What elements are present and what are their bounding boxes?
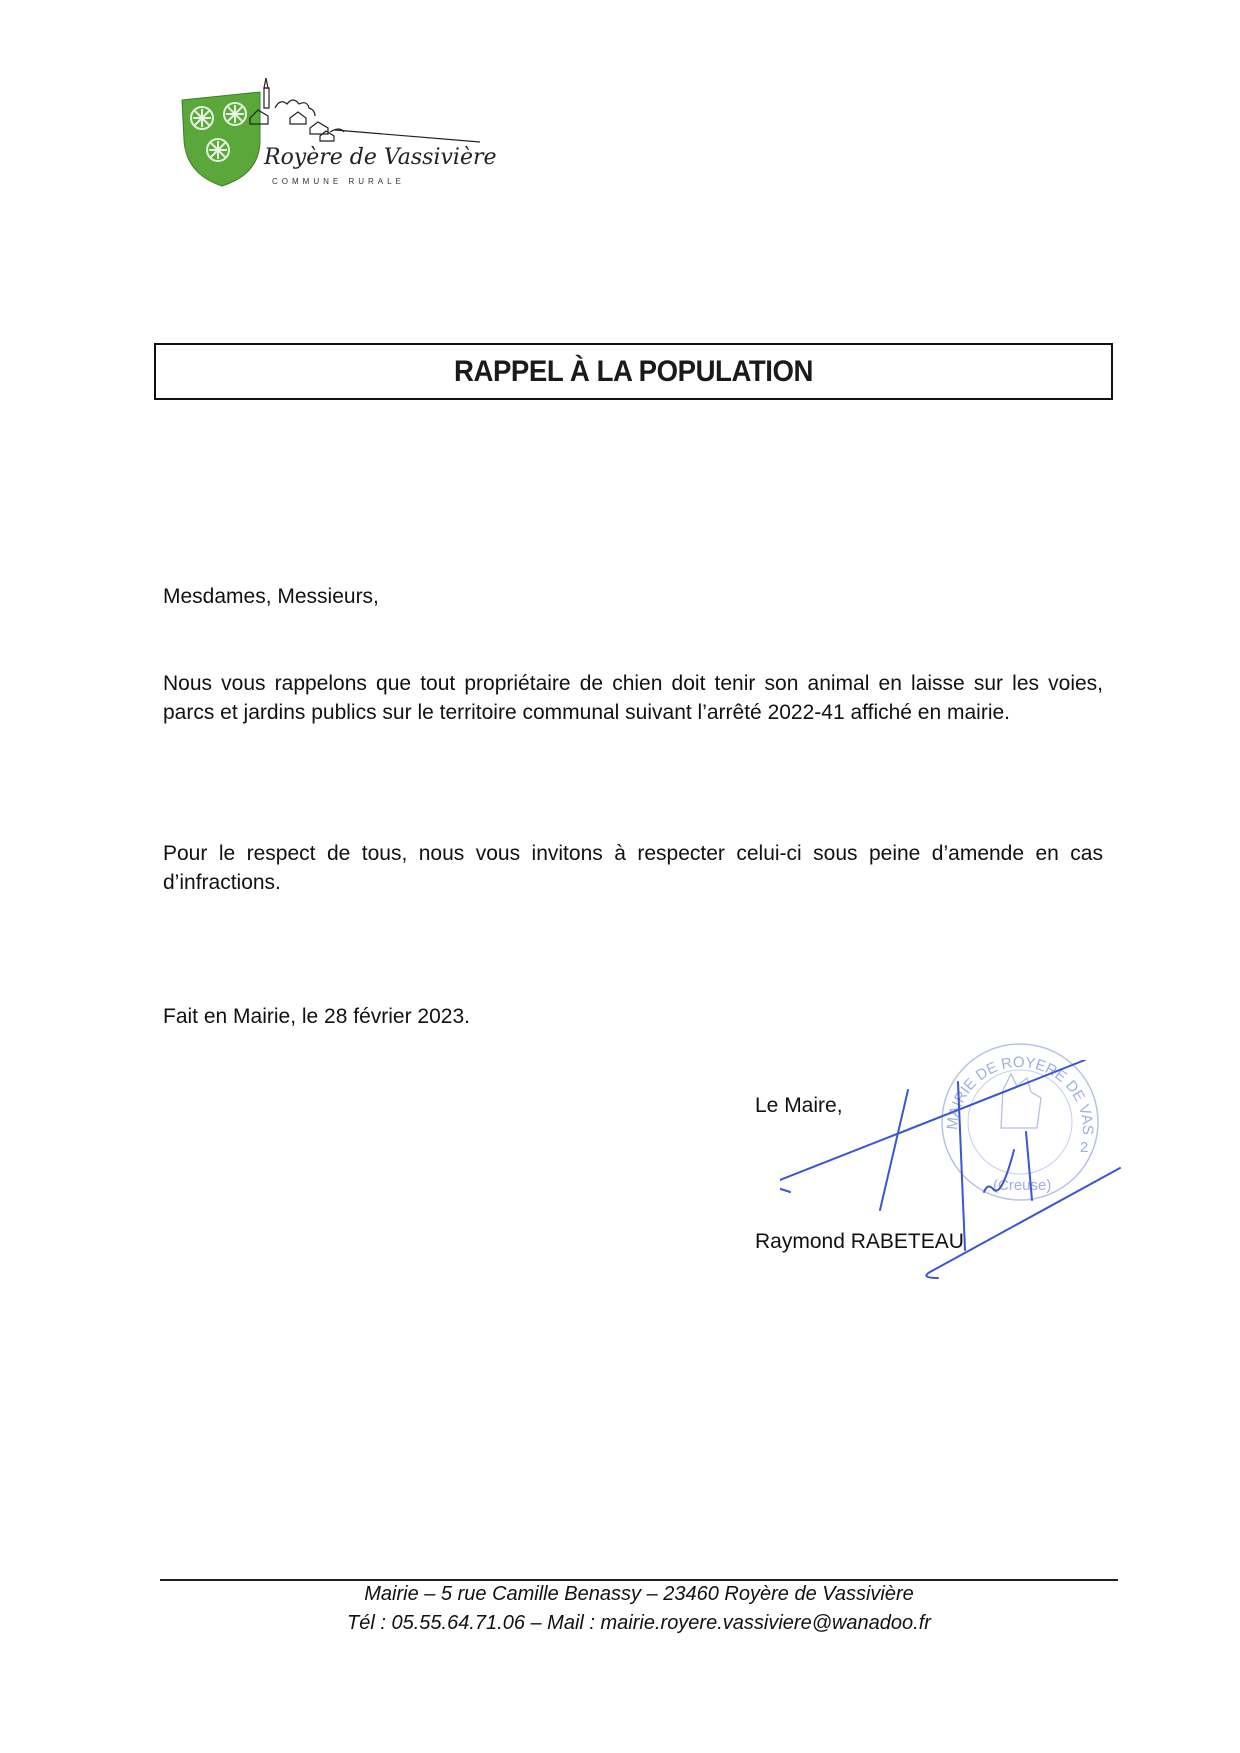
stamp-number: 2: [1080, 1139, 1089, 1156]
paragraph-respect: Pour le respect de tous, nous vous invitons à respecter celui-ci sous peine d’amende en cas d’infractions.: [163, 842, 1103, 894]
mayor-name: Raymond RABETEAU: [755, 1230, 964, 1253]
handwritten-signature: [780, 1060, 1130, 1310]
stamp-text-bottom: (Creuse): [993, 1177, 1052, 1194]
paragraph-leash-rule: Nous vous rappelons que tout propriétaire de chien doit tenir son animal en laisse sur les voies, parcs et jardins publics sur le territoire communal suivant l’arrêté 2022-41 affiché en mairie.: [163, 672, 1103, 724]
footer-divider: [160, 1579, 1118, 1581]
page-title: RAPPEL À LA POPULATION: [454, 355, 813, 388]
mayor-title: Le Maire,: [755, 1094, 843, 1117]
commune-logo: [180, 78, 510, 190]
salutation: Mesdames, Messieurs,: [163, 585, 379, 608]
stamp-text-top: MAIRIE DE ROYERE DE VAS: [943, 1053, 1097, 1135]
coat-of-arms-shield-icon: [182, 92, 260, 186]
village-sketch-icon: [250, 78, 480, 142]
logo-subtitle: COMMUNE RURALE: [272, 177, 405, 186]
logo-wordmark: Royère de Vassivière: [264, 145, 497, 170]
footer-address: Mairie – 5 rue Camille Benassy – 23460 Royère de Vassivière: [364, 1583, 914, 1605]
footer-contact: Tél : 05.55.64.71.06 – Mail : mairie.royere.vassiviere@wanadoo.fr: [347, 1612, 931, 1634]
signature-scribble-icon: [780, 1060, 1130, 1310]
title-box: [154, 343, 1113, 400]
date-line: Fait en Mairie, le 28 février 2023.: [163, 1005, 470, 1028]
